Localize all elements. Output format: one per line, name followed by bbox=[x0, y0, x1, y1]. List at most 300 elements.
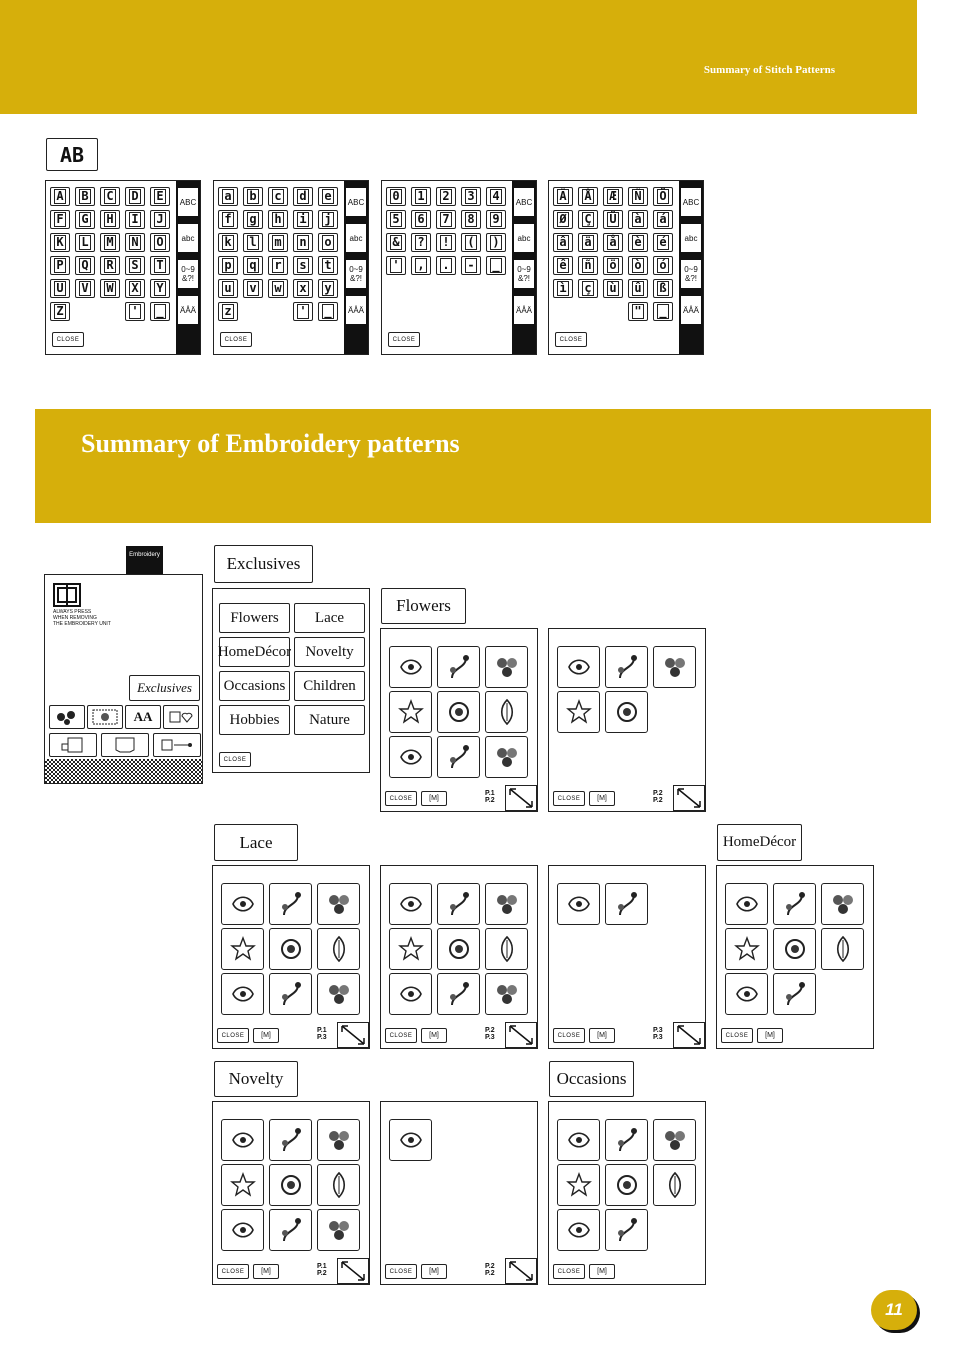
character-key[interactable] bbox=[125, 210, 145, 229]
character-key-label: 3 bbox=[467, 189, 475, 203]
page-indicator: P.2 P.2 bbox=[653, 790, 663, 804]
embroidery-pattern-button[interactable] bbox=[557, 691, 600, 733]
character-key[interactable] bbox=[653, 302, 673, 321]
embroidery-pattern-button[interactable] bbox=[605, 883, 648, 925]
embroidery-pattern-button[interactable] bbox=[725, 928, 768, 970]
character-key[interactable] bbox=[50, 256, 70, 275]
next-page-button[interactable] bbox=[337, 1022, 369, 1048]
character-key[interactable] bbox=[486, 210, 506, 229]
embroidery-pattern-button[interactable] bbox=[389, 883, 432, 925]
embroidery-pattern-button[interactable] bbox=[437, 928, 480, 970]
close-button[interactable]: CLOSE bbox=[52, 332, 84, 347]
lace-title: Lace bbox=[214, 824, 298, 861]
character-key-label: ß bbox=[659, 281, 667, 295]
character-key-label: b bbox=[249, 189, 257, 203]
embroidery-pattern-button[interactable] bbox=[389, 928, 432, 970]
exclusives-menu-screen bbox=[212, 588, 370, 773]
character-key[interactable] bbox=[50, 187, 70, 206]
character-key[interactable] bbox=[243, 279, 263, 298]
view-button[interactable]: [M] bbox=[253, 1028, 279, 1043]
character-key[interactable] bbox=[628, 210, 648, 229]
exclusives-menu-item[interactable]: Children bbox=[294, 671, 365, 701]
character-key[interactable] bbox=[603, 233, 623, 252]
character-key[interactable] bbox=[461, 187, 481, 206]
embroidery-pattern-button[interactable] bbox=[389, 691, 432, 733]
font-category-button[interactable]: AA bbox=[125, 705, 161, 729]
character-key-label: c bbox=[274, 189, 282, 203]
character-key[interactable] bbox=[293, 210, 313, 229]
character-key-label: U bbox=[56, 281, 64, 295]
character-key[interactable] bbox=[461, 256, 481, 275]
exclusives-menu-item[interactable]: Novelty bbox=[294, 637, 365, 667]
embroidery-pattern-button[interactable] bbox=[317, 928, 360, 970]
close-button[interactable]: CLOSE bbox=[385, 1028, 417, 1043]
character-key[interactable] bbox=[100, 279, 120, 298]
character-key[interactable] bbox=[100, 210, 120, 229]
embroidery-pattern-button[interactable] bbox=[221, 1164, 264, 1206]
character-key[interactable] bbox=[150, 187, 170, 206]
character-key[interactable] bbox=[486, 233, 506, 252]
character-key[interactable] bbox=[150, 256, 170, 275]
embroidery-pattern-button[interactable] bbox=[773, 928, 816, 970]
character-key-label: k bbox=[224, 235, 232, 249]
character-key-label: á bbox=[659, 212, 667, 226]
embroidery-pattern-button[interactable] bbox=[221, 883, 264, 925]
embroidery-pattern-icon bbox=[828, 934, 858, 964]
file-button[interactable] bbox=[49, 733, 97, 757]
character-key[interactable] bbox=[125, 187, 145, 206]
embroidery-pattern-button[interactable] bbox=[221, 1119, 264, 1161]
card-button[interactable] bbox=[101, 733, 149, 757]
character-key[interactable] bbox=[243, 256, 263, 275]
character-key[interactable] bbox=[243, 210, 263, 229]
view-button[interactable]: [M] bbox=[421, 1028, 447, 1043]
character-key[interactable] bbox=[50, 233, 70, 252]
close-button[interactable]: CLOSE bbox=[553, 791, 585, 806]
character-key[interactable] bbox=[268, 233, 288, 252]
diagonal-arrows-icon bbox=[506, 1023, 536, 1047]
character-key-label: å bbox=[609, 235, 617, 249]
character-key-label: 5 bbox=[392, 212, 400, 226]
embroidery-pattern-button[interactable] bbox=[821, 883, 864, 925]
keyboard-mode-button[interactable]: abc bbox=[513, 223, 535, 253]
embroidery-pattern-button[interactable] bbox=[389, 1119, 432, 1161]
character-key[interactable] bbox=[578, 256, 598, 275]
embroidery-pattern-button[interactable] bbox=[269, 1209, 312, 1251]
close-button[interactable]: CLOSE bbox=[721, 1028, 753, 1043]
embroidery-pattern-icon bbox=[324, 1215, 354, 1245]
embroidery-pattern-icon bbox=[732, 979, 762, 1009]
character-key[interactable] bbox=[653, 279, 673, 298]
character-key-label: p bbox=[224, 258, 232, 272]
embroidery-pattern-icon bbox=[444, 934, 474, 964]
character-key-label: _ bbox=[156, 304, 164, 318]
view-button[interactable]: [M] bbox=[253, 1264, 279, 1279]
character-key[interactable] bbox=[436, 187, 456, 206]
keyboard-mode-button[interactable]: ÄÅÄ bbox=[680, 295, 702, 325]
character-key[interactable] bbox=[218, 302, 238, 321]
character-key-label: é bbox=[659, 235, 667, 249]
embroidery-pattern-icon bbox=[732, 889, 762, 919]
embroidery-pattern-icon bbox=[324, 934, 354, 964]
embroidery-pattern-button[interactable] bbox=[557, 1164, 600, 1206]
character-key-label: y bbox=[324, 281, 332, 295]
character-key[interactable] bbox=[218, 256, 238, 275]
character-key[interactable] bbox=[75, 279, 95, 298]
close-button[interactable]: CLOSE bbox=[555, 332, 587, 347]
character-key-label: Ø bbox=[559, 212, 567, 226]
character-key-label: è bbox=[634, 235, 642, 249]
embroidery-pattern-button[interactable] bbox=[485, 883, 528, 925]
character-key[interactable] bbox=[75, 210, 95, 229]
character-key[interactable] bbox=[603, 279, 623, 298]
character-key[interactable] bbox=[100, 256, 120, 275]
character-key[interactable] bbox=[75, 233, 95, 252]
character-key[interactable] bbox=[653, 187, 673, 206]
character-key-label: 6 bbox=[417, 212, 425, 226]
character-key[interactable] bbox=[578, 187, 598, 206]
character-key[interactable] bbox=[75, 256, 95, 275]
next-page-button[interactable] bbox=[505, 1022, 537, 1048]
embroidery-pattern-button[interactable] bbox=[605, 1209, 648, 1251]
embroidery-pattern-button[interactable] bbox=[557, 1119, 600, 1161]
lace-category-button[interactable] bbox=[87, 705, 123, 729]
character-key[interactable] bbox=[578, 279, 598, 298]
character-key[interactable] bbox=[293, 279, 313, 298]
character-key[interactable] bbox=[268, 256, 288, 275]
embroidery-pattern-button[interactable] bbox=[485, 691, 528, 733]
character-key[interactable] bbox=[218, 210, 238, 229]
character-key[interactable] bbox=[436, 233, 456, 252]
novelty-title: Novelty bbox=[214, 1061, 298, 1097]
character-key[interactable] bbox=[318, 187, 338, 206]
embroidery-pattern-button[interactable] bbox=[317, 1119, 360, 1161]
keyboard-mode-button[interactable]: abc bbox=[177, 223, 199, 253]
embroidery-pattern-button[interactable] bbox=[437, 646, 480, 688]
character-key-label: S bbox=[131, 258, 139, 272]
shapes-category-button[interactable] bbox=[163, 705, 199, 729]
embroidery-pattern-button[interactable] bbox=[653, 1119, 696, 1161]
character-key-label: , bbox=[417, 258, 425, 272]
character-key-label: û bbox=[634, 281, 642, 295]
embroidery-pattern-button[interactable] bbox=[269, 883, 312, 925]
embroidery-pattern-button[interactable] bbox=[773, 883, 816, 925]
embroidery-pattern-button[interactable] bbox=[389, 646, 432, 688]
embroidery-pattern-button[interactable] bbox=[557, 1209, 600, 1251]
next-page-button[interactable] bbox=[505, 785, 537, 811]
character-key[interactable] bbox=[318, 302, 338, 321]
keyboard-mode-button[interactable]: abc bbox=[345, 223, 367, 253]
character-key[interactable] bbox=[293, 187, 313, 206]
character-key-label: s bbox=[299, 258, 307, 272]
keyboard-mode-button[interactable]: ÄÅÄ bbox=[513, 295, 535, 325]
keyboard-screen bbox=[381, 180, 537, 355]
character-key[interactable] bbox=[553, 210, 573, 229]
close-button[interactable]: CLOSE bbox=[220, 332, 252, 347]
diagonal-arrows-icon bbox=[506, 786, 536, 810]
character-key-label: z bbox=[224, 304, 232, 318]
keyboard-mode-button[interactable]: 0~9 &?! bbox=[345, 259, 367, 289]
character-key[interactable] bbox=[218, 279, 238, 298]
embroidery-pattern-button[interactable] bbox=[485, 736, 528, 778]
character-key[interactable] bbox=[293, 233, 313, 252]
keyboard-mode-button[interactable]: ÄÅÄ bbox=[345, 295, 367, 325]
character-key[interactable] bbox=[243, 187, 263, 206]
character-key[interactable] bbox=[75, 187, 95, 206]
diagonal-arrows-icon bbox=[338, 1259, 368, 1283]
character-key[interactable] bbox=[603, 187, 623, 206]
homedecor-title: HomeDécor bbox=[717, 824, 802, 861]
view-button[interactable]: [M] bbox=[421, 791, 447, 806]
character-key-label: q bbox=[249, 258, 257, 272]
character-key[interactable] bbox=[386, 256, 406, 275]
embroidery-pattern-button[interactable] bbox=[317, 1164, 360, 1206]
character-key[interactable] bbox=[603, 256, 623, 275]
character-key[interactable] bbox=[628, 187, 648, 206]
embroidery-pattern-button[interactable] bbox=[653, 646, 696, 688]
character-key[interactable] bbox=[268, 187, 288, 206]
character-key[interactable] bbox=[150, 302, 170, 321]
character-key-label: - bbox=[467, 258, 475, 272]
page-number: 11 bbox=[871, 1290, 917, 1330]
character-key[interactable] bbox=[461, 233, 481, 252]
character-key[interactable] bbox=[578, 233, 598, 252]
character-key[interactable] bbox=[318, 233, 338, 252]
keyboard-mode-button[interactable]: 0~9 &?! bbox=[513, 259, 535, 289]
character-key[interactable] bbox=[150, 210, 170, 229]
pattern-screen bbox=[716, 865, 874, 1049]
character-key-label: i bbox=[299, 212, 307, 226]
character-key[interactable] bbox=[653, 256, 673, 275]
close-button[interactable]: CLOSE bbox=[553, 1264, 585, 1279]
embroidery-pattern-button[interactable] bbox=[605, 691, 648, 733]
close-button[interactable]: CLOSE bbox=[219, 752, 251, 767]
character-key-label: ì bbox=[559, 281, 567, 295]
embroidery-pattern-button[interactable] bbox=[437, 973, 480, 1015]
embroidery-pattern-icon bbox=[612, 1215, 642, 1245]
embroidery-pattern-button[interactable] bbox=[317, 973, 360, 1015]
character-key-label: . bbox=[442, 258, 450, 272]
character-key[interactable] bbox=[653, 210, 673, 229]
character-key[interactable] bbox=[411, 256, 431, 275]
view-button[interactable]: [M] bbox=[421, 1264, 447, 1279]
next-page-button[interactable] bbox=[673, 1022, 705, 1048]
keyboard-mode-button[interactable]: 0~9 &?! bbox=[177, 259, 199, 289]
embroidery-pattern-icon bbox=[276, 1170, 306, 1200]
embroidery-pattern-button[interactable] bbox=[437, 883, 480, 925]
exclusives-menu-item[interactable]: HomeDécor bbox=[219, 637, 290, 667]
character-key[interactable] bbox=[628, 302, 648, 321]
embroidery-pattern-button[interactable] bbox=[605, 646, 648, 688]
next-page-button[interactable] bbox=[673, 785, 705, 811]
flowers-category-button[interactable] bbox=[49, 705, 85, 729]
embroidery-pattern-icon bbox=[564, 1125, 594, 1155]
exclusives-menu-item[interactable]: Nature bbox=[294, 705, 365, 735]
keyboard-mode-button[interactable]: ABC bbox=[345, 187, 367, 217]
embroidery-pattern-icon bbox=[444, 742, 474, 772]
keyboard-mode-button[interactable]: abc bbox=[680, 223, 702, 253]
embroidery-pattern-button[interactable] bbox=[485, 928, 528, 970]
character-key[interactable] bbox=[411, 210, 431, 229]
embroidery-pattern-button[interactable] bbox=[557, 883, 600, 925]
character-key[interactable] bbox=[486, 256, 506, 275]
character-key-label: 8 bbox=[467, 212, 475, 226]
character-key-label: ä bbox=[584, 235, 592, 249]
embroidery-pattern-button[interactable] bbox=[773, 973, 816, 1015]
exclusives-button[interactable]: Exclusives bbox=[129, 675, 200, 701]
embroidery-pattern-icon bbox=[324, 979, 354, 1009]
character-key[interactable] bbox=[386, 187, 406, 206]
embroidery-pattern-icon bbox=[396, 697, 426, 727]
character-key[interactable] bbox=[243, 233, 263, 252]
embroidery-pattern-button[interactable] bbox=[269, 928, 312, 970]
character-key[interactable] bbox=[411, 233, 431, 252]
character-key[interactable] bbox=[268, 210, 288, 229]
close-button[interactable]: CLOSE bbox=[385, 791, 417, 806]
embroidery-pattern-button[interactable] bbox=[605, 1164, 648, 1206]
font-select-button[interactable]: AB bbox=[46, 138, 98, 171]
exclusives-menu-item[interactable]: Hobbies bbox=[219, 705, 290, 735]
character-key[interactable] bbox=[50, 210, 70, 229]
character-key-label: x bbox=[299, 281, 307, 295]
character-key[interactable] bbox=[293, 302, 313, 321]
embroidery-pattern-button[interactable] bbox=[437, 691, 480, 733]
keyboard-mode-button[interactable]: ÄÅÄ bbox=[177, 295, 199, 325]
character-key[interactable] bbox=[386, 210, 406, 229]
keyboard-mode-button[interactable]: 0~9 &?! bbox=[680, 259, 702, 289]
embroidery-pattern-button[interactable] bbox=[317, 883, 360, 925]
pattern-screen bbox=[548, 1101, 706, 1285]
embroidery-pattern-button[interactable] bbox=[437, 736, 480, 778]
character-key[interactable] bbox=[628, 233, 648, 252]
character-key[interactable] bbox=[50, 279, 70, 298]
character-key[interactable] bbox=[553, 233, 573, 252]
pattern-screen bbox=[212, 1101, 370, 1285]
embroidery-unit-icon bbox=[53, 583, 81, 607]
character-key-label: g bbox=[249, 212, 257, 226]
embroidery-pattern-button[interactable] bbox=[653, 1164, 696, 1206]
character-key[interactable] bbox=[125, 279, 145, 298]
character-key[interactable] bbox=[603, 210, 623, 229]
character-key[interactable] bbox=[436, 256, 456, 275]
embroidery-pattern-icon bbox=[444, 979, 474, 1009]
embroidery-pattern-button[interactable] bbox=[485, 646, 528, 688]
character-key[interactable] bbox=[411, 187, 431, 206]
pattern-screen bbox=[212, 865, 370, 1049]
character-key[interactable] bbox=[125, 256, 145, 275]
embroidery-pattern-button[interactable] bbox=[317, 1209, 360, 1251]
usb-button[interactable] bbox=[153, 733, 201, 757]
embroidery-pattern-button[interactable] bbox=[269, 973, 312, 1015]
character-key-label: Y bbox=[156, 281, 164, 295]
character-key[interactable] bbox=[218, 187, 238, 206]
embroidery-pattern-button[interactable] bbox=[221, 928, 264, 970]
character-key[interactable] bbox=[100, 187, 120, 206]
character-key[interactable] bbox=[553, 279, 573, 298]
embroidery-tab[interactable]: Embroidery bbox=[126, 546, 163, 574]
close-button[interactable]: CLOSE bbox=[553, 1028, 585, 1043]
character-key-label: Ü bbox=[609, 212, 617, 226]
close-button[interactable]: CLOSE bbox=[388, 332, 420, 347]
embroidery-pattern-button[interactable] bbox=[221, 973, 264, 1015]
character-key-label: w bbox=[274, 281, 282, 295]
embroidery-pattern-button[interactable] bbox=[605, 1119, 648, 1161]
character-key[interactable] bbox=[318, 279, 338, 298]
embroidery-pattern-button[interactable] bbox=[269, 1119, 312, 1161]
character-key[interactable] bbox=[578, 210, 598, 229]
character-key-label: e bbox=[324, 189, 332, 203]
embroidery-pattern-button[interactable] bbox=[725, 883, 768, 925]
notice-text: ALWAYS PRESS WHEN REMOVING THE EMBROIDERY UNIT bbox=[53, 609, 111, 627]
next-page-button[interactable] bbox=[337, 1258, 369, 1284]
character-key[interactable] bbox=[150, 233, 170, 252]
character-key[interactable] bbox=[218, 233, 238, 252]
character-key-label: R bbox=[106, 258, 114, 272]
embroidery-pattern-button[interactable] bbox=[389, 973, 432, 1015]
character-key[interactable] bbox=[100, 233, 120, 252]
view-button[interactable]: [M] bbox=[757, 1028, 783, 1043]
character-key[interactable] bbox=[318, 256, 338, 275]
character-key[interactable] bbox=[318, 210, 338, 229]
character-key[interactable] bbox=[553, 187, 573, 206]
character-key[interactable] bbox=[461, 210, 481, 229]
character-key[interactable] bbox=[125, 302, 145, 321]
diagonal-arrows-icon bbox=[674, 786, 704, 810]
character-key[interactable] bbox=[268, 279, 288, 298]
character-key[interactable] bbox=[553, 256, 573, 275]
embroidery-pattern-button[interactable] bbox=[389, 736, 432, 778]
character-key[interactable] bbox=[50, 302, 70, 321]
view-button[interactable]: [M] bbox=[589, 791, 615, 806]
character-key[interactable] bbox=[653, 233, 673, 252]
character-key-label: h bbox=[274, 212, 282, 226]
embroidery-pattern-button[interactable] bbox=[821, 928, 864, 970]
exclusives-menu-item[interactable]: Flowers bbox=[219, 603, 290, 633]
close-button[interactable]: CLOSE bbox=[217, 1264, 249, 1279]
character-key[interactable] bbox=[436, 210, 456, 229]
keyboard-mode-button[interactable]: ABC bbox=[513, 187, 535, 217]
keyboard-mode-button[interactable]: ABC bbox=[177, 187, 199, 217]
embroidery-pattern-icon bbox=[492, 697, 522, 727]
character-key[interactable] bbox=[628, 279, 648, 298]
character-key[interactable] bbox=[386, 233, 406, 252]
character-key[interactable] bbox=[628, 256, 648, 275]
next-page-button[interactable] bbox=[505, 1258, 537, 1284]
close-button[interactable]: CLOSE bbox=[385, 1264, 417, 1279]
embroidery-pattern-button[interactable] bbox=[221, 1209, 264, 1251]
embroidery-pattern-icon bbox=[492, 889, 522, 919]
view-button[interactable]: [M] bbox=[589, 1028, 615, 1043]
character-key[interactable] bbox=[150, 279, 170, 298]
character-key[interactable] bbox=[125, 233, 145, 252]
embroidery-pattern-icon bbox=[612, 652, 642, 682]
character-key[interactable] bbox=[486, 187, 506, 206]
close-button[interactable]: CLOSE bbox=[217, 1028, 249, 1043]
character-key-label: I bbox=[131, 212, 139, 226]
character-key-label: _ bbox=[324, 304, 332, 318]
embroidery-pattern-button[interactable] bbox=[725, 973, 768, 1015]
character-key[interactable] bbox=[293, 256, 313, 275]
embroidery-pattern-button[interactable] bbox=[485, 973, 528, 1015]
character-key-label: ' bbox=[131, 304, 139, 318]
exclusives-menu-item[interactable]: Lace bbox=[294, 603, 365, 633]
view-button[interactable]: [M] bbox=[589, 1264, 615, 1279]
embroidery-pattern-button[interactable] bbox=[269, 1164, 312, 1206]
character-key-label: J bbox=[156, 212, 164, 226]
keyboard-mode-button[interactable]: ABC bbox=[680, 187, 702, 217]
embroidery-pattern-button[interactable] bbox=[557, 646, 600, 688]
exclusives-menu-item[interactable]: Occasions bbox=[219, 671, 290, 701]
